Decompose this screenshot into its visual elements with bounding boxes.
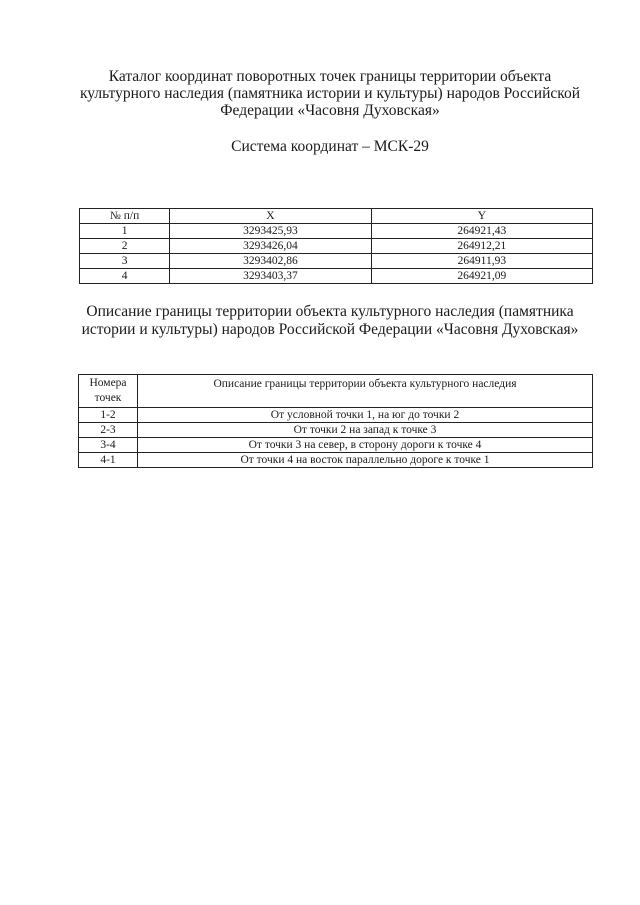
segment-description: От условной точки 1, на юг до точки 2 <box>138 408 593 423</box>
table-row <box>79 453 593 468</box>
point-y: 264921,43 <box>371 224 592 239</box>
coordinates-table <box>79 208 593 284</box>
point-number: 1 <box>80 224 170 239</box>
header-number: № п/п <box>80 209 170 224</box>
catalog-title-line: культурного наследия (памятника истории и культуры) народов Российской <box>79 85 581 102</box>
boundary-description-title-line: истории и культуры) народов Российской Федерации «Часовня Духовская» <box>81 321 579 338</box>
table-row <box>80 239 593 254</box>
table-header-row <box>80 209 593 224</box>
table-row <box>79 408 593 423</box>
coordinate-system-label: Система координат – МСК-29 <box>231 138 429 155</box>
point-number: 2 <box>80 239 170 254</box>
header-point-numbers-line: точек <box>94 392 122 404</box>
segment-points: 3-4 <box>79 438 138 453</box>
point-number: 3 <box>80 254 170 269</box>
catalog-title-line: Федерации «Часовня Духовская» <box>220 102 440 119</box>
segment-description: От точки 2 на запад к точке 3 <box>138 423 593 438</box>
table-row <box>79 438 593 453</box>
table-header-row <box>79 375 593 408</box>
point-y: 264912,21 <box>371 239 592 254</box>
table-row <box>80 269 593 284</box>
table-row <box>79 423 593 438</box>
header-point-numbers-line: Номера <box>89 377 127 389</box>
point-x: 3293402,86 <box>170 254 372 269</box>
table-row <box>80 224 593 239</box>
segment-points: 2-3 <box>79 423 138 438</box>
boundary-description-title-line: Описание границы территории объекта культурного наследия (памятника <box>86 303 574 320</box>
point-y: 264911,93 <box>371 254 592 269</box>
boundary-description-table <box>78 374 593 468</box>
point-number: 4 <box>80 269 170 284</box>
point-x: 3293426,04 <box>170 239 372 254</box>
point-y: 264921,09 <box>371 269 592 284</box>
table-row <box>80 254 593 269</box>
catalog-title <box>70 68 590 119</box>
segment-description: От точки 3 на север, в сторону дороги к точке 4 <box>138 438 593 453</box>
segment-points: 4-1 <box>79 453 138 468</box>
segment-points: 1-2 <box>79 408 138 423</box>
segment-description: От точки 4 на восток параллельно дороге к точке 1 <box>138 453 593 468</box>
point-x: 3293425,93 <box>170 224 372 239</box>
header-y: Y <box>371 209 592 224</box>
header-point-numbers <box>79 375 138 408</box>
header-x: X <box>170 209 372 224</box>
header-boundary-description: Описание границы территории объекта культурного наследия <box>138 375 593 408</box>
boundary-description-title <box>70 303 590 339</box>
point-x: 3293403,37 <box>170 269 372 284</box>
catalog-title-line: Каталог координат поворотных точек границы территории объекта <box>108 68 552 85</box>
